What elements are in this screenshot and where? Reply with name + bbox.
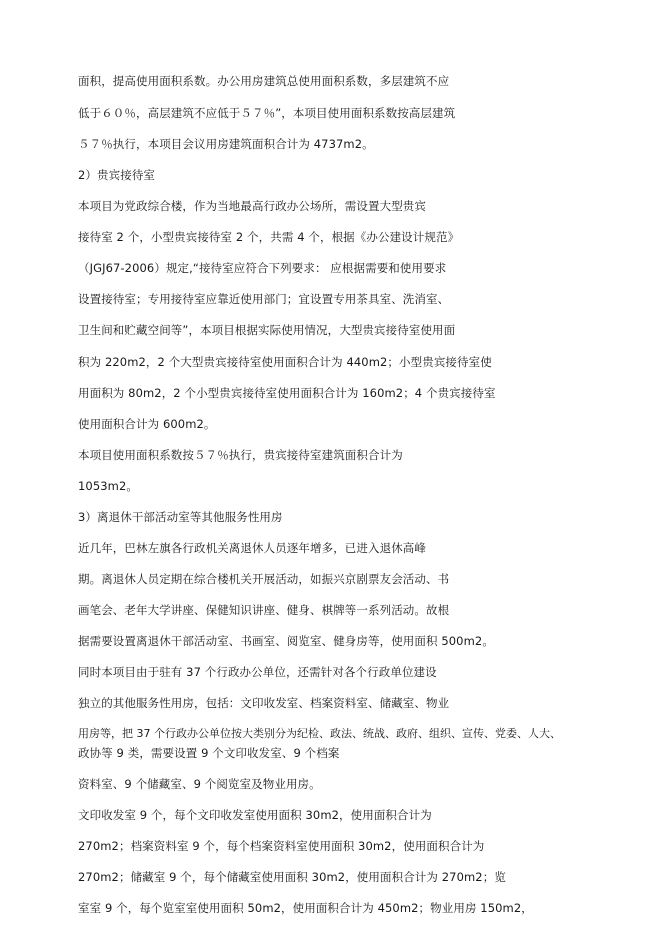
section-heading: 2）贵宾接待室 [78, 168, 156, 182]
text-line: 本项目使用面积系数按５７％执行，贵宾接待室建筑面积合计为 [78, 448, 403, 462]
text-line: 积为 220m2，2 个大型贵宾接待室使用面积合计为 440m2；小型贵宾接待室使 [78, 355, 492, 369]
text-line: 画笔会、老年大学讲座、保健知识讲座、健身、棋牌等一系列活动。故根 [78, 603, 450, 617]
text-line: 低于６０％，高层建筑不应低于５７％”，本项目使用面积系数按高层建筑 [78, 106, 456, 120]
text-line: 本项目为党政综合楼，作为当地最高行政办公场所，需设置大型贵宾 [78, 199, 426, 213]
text-line: 资料室、9 个储藏室、9 个阅览室及物业用房。 [78, 777, 321, 791]
text-line: 独立的其他服务性用房，包括：文印收发室、档案资料室、储藏室、物业 [78, 696, 450, 710]
text-line: 用面积为 80m2，2 个小型贵宾接待室使用面积合计为 160m2；4 个贵宾接待室 [78, 386, 496, 400]
text-line: 政协等 9 类，需要设置 9 个文印收发室、9 个档案 [78, 746, 340, 760]
text-line: 1053m2。 [78, 479, 138, 493]
text-line: ５７％执行，本项目会议用房建筑面积合计为 4737m2。 [78, 137, 374, 151]
section-heading: 3）离退休干部活动室等其他服务性用房 [78, 510, 283, 524]
text-line: 卫生间和贮藏空间等”，本项目根据实际使用情况，大型贵宾接待室使用面 [78, 323, 456, 337]
text-line: 面积，提高使用面积系数。办公用房建筑总使用面积系数，多层建筑不应 [78, 74, 450, 88]
text-line: 用房等，把 37 个行政办公单位按大类别分为纪检、政法、统战、政府、组织、宣传、党委、人大、 [78, 727, 561, 740]
text-line: 期。离退休人员定期在综合楼机关开展活动，如振兴京剧票友会活动、书 [78, 572, 450, 586]
text-line: 近几年，巴林左旗各行政机关离退休人员逐年增多，已进入退休高峰 [78, 541, 426, 555]
text-line: 使用面积合计为 600m2。 [78, 417, 216, 431]
text-line: 设置接待室；专用接待室应靠近使用部门；宜设置专用茶具室、洗消室、 [78, 292, 450, 306]
text-line: 室室 9 个，每个览室室使用面积 50m2，使用面积合计为 450m2；物业用房 150m2， [78, 901, 533, 915]
text-line: 接待室 2 个，小型贵宾接待室 2 个，共需 4 个，根据《办公建设计规范》 [78, 230, 460, 244]
text-line: （JGJ67-2006）规定,“接待室应符合下列要求： 应根据需要和使用要求 [78, 261, 447, 275]
text-line: 据需要设置离退休干部活动室、书画室、阅览室、健身房等，使用面积 500m2。 [78, 634, 494, 648]
text-line: 文印收发室 9 个，每个文印收发室使用面积 30m2，使用面积合计为 [78, 808, 432, 822]
text-line: 同时本项目由于驻有 37 个行政办公单位，还需针对各个行政单位建设 [78, 665, 437, 679]
text-line: 270m2；档案资料室 9 个，每个档案资料室使用面积 30m2，使用面积合计为 [78, 839, 485, 853]
text-line: 270m2；储藏室 9 个，每个储藏室使用面积 30m2，使用面积合计为 270m2；览 [78, 870, 506, 884]
